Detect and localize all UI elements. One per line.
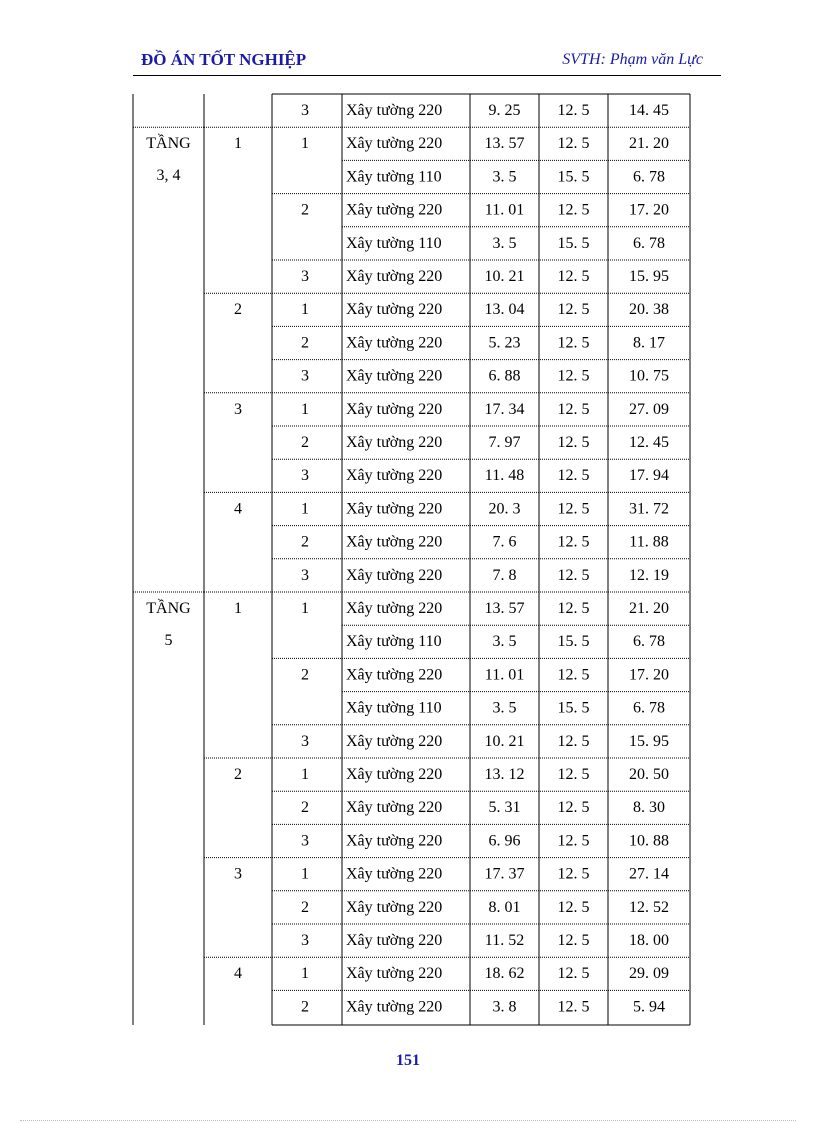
page-number: 151 [396,1052,420,1069]
result-cell: 6. 78 [633,234,665,252]
area-cell: 13. 57 [484,135,525,153]
axis-cell: 2 [301,533,309,551]
coef-cell: 12. 5 [557,268,590,285]
axis-cell: 2 [301,201,309,219]
work-cell: Xây tường 220 [346,533,443,551]
result-cell: 20. 38 [629,301,669,319]
area-cell: 7. 8 [492,566,517,584]
area-cell: 6. 88 [488,367,521,385]
zone-cell: 1 [234,600,242,617]
work-cell: Xây tường 220 [346,135,443,153]
coef-cell: 12. 5 [557,400,590,418]
axis-cell: 3 [301,732,309,750]
coef-cell: 12. 5 [557,965,590,983]
result-cell: 21. 20 [629,600,669,617]
table-grid [133,94,690,1025]
work-cell: Xây tường 220 [346,301,443,319]
axis-cell: 2 [301,334,309,352]
axis-cell: 3 [301,367,309,385]
result-cell: 10. 75 [629,367,669,385]
result-cell: 11. 88 [629,533,669,551]
axis-cell: 2 [301,434,309,451]
coef-cell: 12. 5 [557,467,590,485]
floor-label: TẦNG [146,600,191,617]
zone-cell: 4 [234,500,242,518]
coef-cell: 12. 5 [557,799,590,817]
axis-cell: 1 [301,500,309,518]
bottom-rule [20,1120,796,1121]
area-cell: 9. 25 [488,102,521,119]
axis-cell: 3 [301,102,309,119]
result-cell: 15. 95 [629,732,669,750]
axis-cell: 1 [301,965,309,983]
coef-cell: 12. 5 [557,434,590,451]
work-cell: Xây tường 220 [346,367,443,385]
result-cell: 20. 50 [629,766,669,783]
work-cell: Xây tường 220 [346,434,443,451]
coef-cell: 12. 5 [557,566,590,584]
work-cell: Xây tường 220 [346,268,443,285]
coef-cell: 12. 5 [557,102,590,119]
coef-cell: 12. 5 [557,832,590,850]
area-cell: 5. 31 [488,799,521,817]
zone-cell: 1 [234,135,242,153]
coef-cell: 12. 5 [557,500,590,518]
area-cell: 3. 5 [492,633,517,651]
work-cell: Xây tường 110 [346,633,442,651]
zone-cell: 3 [234,865,242,883]
axis-cell: 2 [301,799,309,817]
work-cell: Xây tường 220 [346,600,443,617]
area-cell: 17. 37 [484,865,525,883]
axis-cell: 3 [301,268,309,285]
axis-cell: 1 [301,766,309,783]
zone-cell: 4 [234,965,242,983]
coef-cell: 12. 5 [557,932,590,949]
result-cell: 17. 20 [629,201,669,219]
axis-cell: 1 [301,135,309,153]
area-cell: 3. 5 [492,234,517,252]
work-cell: Xây tường 220 [346,932,443,949]
axis-cell: 1 [301,600,309,617]
zone-cell: 2 [234,766,242,783]
work-cell: Xây tường 220 [346,467,443,485]
coef-cell: 15. 5 [557,234,590,252]
axis-cell: 2 [301,898,309,916]
result-cell: 18. 00 [629,932,669,949]
result-cell: 12. 19 [629,566,669,584]
area-cell: 11. 48 [484,467,525,485]
area-cell: 3. 5 [492,699,517,717]
area-cell: 8. 01 [488,898,521,916]
result-cell: 5. 94 [633,998,665,1016]
result-cell: 6. 78 [633,699,665,717]
axis-cell: 2 [301,998,309,1016]
floor-label: TẦNG [146,135,191,153]
axis-cell: 2 [301,666,309,684]
work-cell: Xây tường 220 [346,102,443,119]
result-cell: 12. 52 [629,898,669,916]
coef-cell: 15. 5 [557,168,590,186]
result-cell: 21. 20 [629,135,669,153]
coef-cell: 12. 5 [557,998,590,1016]
work-cell: Xây tường 220 [346,832,443,850]
result-cell: 31. 72 [629,500,669,518]
result-cell: 17. 20 [629,666,669,684]
result-cell: 14. 45 [629,102,669,119]
work-cell: Xây tường 110 [346,168,442,186]
result-cell: 6. 78 [633,168,665,186]
coef-cell: 12. 5 [557,600,590,617]
result-cell: 8. 17 [633,334,665,352]
result-cell: 29. 09 [629,965,669,983]
area-cell: 18. 62 [484,965,525,983]
work-cell: Xây tường 220 [346,965,443,983]
work-cell: Xây tường 220 [346,732,443,750]
axis-cell: 3 [301,932,309,949]
coef-cell: 12. 5 [557,334,590,352]
work-cell: Xây tường 220 [346,865,443,883]
work-cell: Xây tường 220 [346,998,443,1016]
work-cell: Xây tường 220 [346,201,443,219]
axis-cell: 1 [301,400,309,418]
floor-label: 3, 4 [156,167,181,185]
axis-cell: 3 [301,832,309,850]
axis-cell: 3 [301,467,309,485]
work-cell: Xây tường 220 [346,334,443,352]
coef-cell: 12. 5 [557,367,590,385]
zone-cell: 3 [234,400,242,418]
area-cell: 10. 21 [484,732,525,750]
work-cell: Xây tường 220 [346,566,443,584]
zone-cell: 2 [234,301,242,319]
coef-cell: 12. 5 [557,766,590,783]
coef-cell: 12. 5 [557,865,590,883]
area-cell: 17. 34 [484,400,525,418]
area-cell: 6. 96 [488,832,521,850]
result-cell: 6. 78 [633,633,665,651]
area-cell: 3. 5 [492,168,517,186]
work-cell: Xây tường 220 [346,400,443,418]
area-cell: 13. 12 [484,766,525,783]
document-title: ĐỒ ÁN TỐT NGHIỆP [141,50,307,69]
work-cell: Xây tường 220 [346,898,443,916]
area-cell: 7. 97 [488,434,521,451]
result-cell: 10. 88 [629,832,669,850]
axis-cell: 3 [301,566,309,584]
area-cell: 13. 04 [484,301,525,319]
author-label: SVTH: Phạm văn Lực [562,51,703,68]
work-cell: Xây tường 220 [346,799,443,817]
work-cell: Xây tường 220 [346,766,443,783]
work-cell: Xây tường 220 [346,666,443,684]
axis-cell: 1 [301,865,309,883]
coef-cell: 12. 5 [557,898,590,916]
area-cell: 10. 21 [484,268,525,285]
coef-cell: 12. 5 [557,135,590,153]
result-cell: 27. 14 [629,865,669,883]
coef-cell: 12. 5 [557,301,590,319]
work-cell: Xây tường 220 [346,500,443,518]
coef-cell: 15. 5 [557,699,590,717]
area-cell: 13. 57 [484,600,525,617]
coef-cell: 15. 5 [557,633,590,651]
axis-cell: 1 [301,301,309,319]
area-cell: 7. 6 [492,533,517,551]
result-cell: 12. 45 [629,434,669,451]
area-cell: 20. 3 [488,500,521,518]
area-cell: 5. 23 [488,334,521,352]
area-cell: 11. 01 [484,201,525,219]
result-cell: 27. 09 [629,400,669,418]
floor-label: 5 [164,632,173,649]
coef-cell: 12. 5 [557,666,590,684]
area-cell: 11. 52 [484,932,525,949]
work-cell: Xây tường 110 [346,699,442,717]
result-cell: 15. 95 [629,268,669,285]
coef-cell: 12. 5 [557,533,590,551]
area-cell: 3. 8 [492,998,517,1016]
coef-cell: 12. 5 [557,732,590,750]
result-cell: 8. 30 [633,799,665,817]
area-cell: 11. 01 [484,666,525,684]
coef-cell: 12. 5 [557,201,590,219]
result-cell: 17. 94 [629,467,669,485]
work-cell: Xây tường 110 [346,234,442,252]
